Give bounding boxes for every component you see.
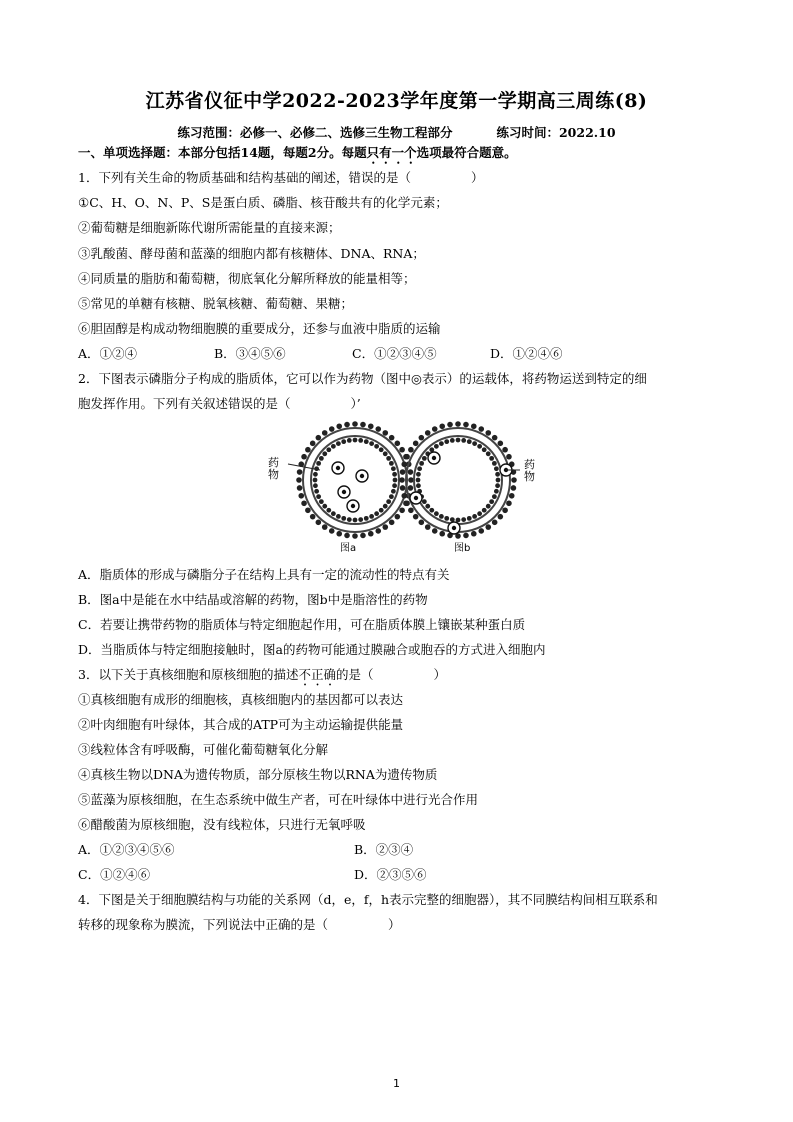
phospholipid-head [472, 441, 477, 446]
phospholipid-head [316, 461, 321, 466]
phospholipid-head [434, 511, 439, 516]
phospholipid-head [322, 524, 328, 530]
phospholipid-head [329, 528, 335, 534]
phospholipid-head [319, 499, 324, 504]
phospholipid-head [389, 520, 395, 526]
phospholipid-head [369, 514, 374, 519]
drug-label-left: 药物 [268, 456, 279, 481]
phospholipid-head [450, 517, 455, 522]
phospholipid-head [326, 447, 331, 452]
phospholipid-head [386, 499, 391, 504]
phospholipid-head [314, 489, 319, 494]
phospholipid-head [478, 426, 484, 432]
phospholipid-head [416, 472, 421, 477]
figure-label-b: 图b [454, 543, 471, 554]
phospholipid-head [482, 447, 487, 452]
phospholipid-head [344, 422, 350, 428]
phospholipid-head [336, 514, 341, 519]
q3-statement-5: ⑤蓝藻为原核细胞，在生态系统中做生产者，可在叶绿体中进行光合作用 [78, 792, 479, 807]
phospholipid-head [379, 447, 384, 452]
phospholipid-head [478, 528, 484, 534]
q3-stem: 3．以下关于真核细胞和原核细胞的描述不正确的是（ ） [78, 667, 447, 682]
phospholipid-head [417, 466, 422, 471]
phospholipid-head [400, 485, 406, 491]
phospholipid-head [322, 504, 327, 509]
phospholipid-head [495, 472, 500, 477]
q3-option-a[interactable]: A．①②③④⑤⑥ [78, 842, 175, 857]
phospholipid-head [429, 508, 434, 513]
phospholipid-head [313, 478, 318, 483]
q3-options-row1 [78, 840, 413, 858]
phospholipid-head [369, 441, 374, 446]
phospholipid-head [383, 451, 388, 456]
phospholipid-head [485, 430, 491, 436]
q4-stem-line1: 4．下图是关于细胞膜结构与功能的关系网（d，e，f，h表示完整的细胞器），其不同膜结构间相互联系和 [78, 892, 658, 907]
phospholipid-head [360, 422, 366, 428]
q3-statement-3: ③线粒体含有呼吸酶，可催化葡萄糖氧化分解 [78, 742, 329, 757]
phospholipid-head [399, 507, 405, 513]
phospholipid-head [509, 493, 515, 499]
q1-option-b[interactable]: B．③④⑤⑥ [214, 346, 286, 361]
phospholipid-head [489, 456, 494, 461]
phospholipid-head [485, 524, 491, 530]
phospholipid-head [395, 514, 401, 520]
phospholipid-head [382, 430, 388, 436]
q1-option-d[interactable]: D．①②④⑥ [490, 346, 563, 361]
phospholipid-head [463, 533, 469, 539]
phospholipid-head [296, 477, 302, 483]
phospholipid-head [353, 518, 358, 523]
phospholipid-head [495, 483, 500, 488]
phospholipid-head [413, 514, 419, 520]
q2-option-d[interactable]: D．当脂质体与特定细胞接触时，图a的药物可能通过膜融合或胞吞的方式进入细胞内 [78, 642, 546, 657]
phospholipid-head [331, 511, 336, 516]
phospholipid-head [455, 421, 461, 427]
phospholipid-head [416, 483, 421, 488]
phospholipid-head [467, 516, 472, 521]
phospholipid-head [347, 517, 352, 522]
phospholipid-head [498, 514, 504, 520]
phospholipid-head [298, 493, 304, 499]
q1-option-a[interactable]: A．①②④ [78, 346, 138, 361]
page-number: 1 [393, 1077, 400, 1090]
phospholipid-head [425, 430, 431, 436]
q1-statement-5: ⑤常见的单糖有核糖、脱氧核糖、葡萄糖、果糖； [78, 296, 354, 311]
phospholipid-head [379, 508, 384, 513]
phospholipid-head [432, 528, 438, 534]
phospholipid-head [386, 456, 391, 461]
phospholipid-head [496, 478, 501, 483]
phospholipid-head [310, 441, 316, 447]
phospholipid-head [447, 422, 453, 428]
phospholipid-head [399, 447, 405, 453]
phospholipid-head [408, 485, 414, 491]
phospholipid-head [399, 477, 405, 483]
q1-statement-6: ⑥胆固醇是构成动物细胞膜的重要成分，还参与血液中脂质的运输 [78, 321, 441, 336]
phospholipid-head [419, 520, 425, 526]
practice-time: 练习时间：2022.10 [496, 125, 616, 140]
phospholipid-head [392, 472, 397, 477]
phospholipid-head [477, 444, 482, 449]
phospholipid-head [389, 494, 394, 499]
phospholipid-head [322, 430, 328, 436]
q3-statement-1: ①真核细胞有成形的细胞核，真核细胞内的基因都可以表达 [78, 692, 404, 707]
phospholipid-head [364, 516, 369, 521]
q3-statement-2: ②叶肉细胞有叶绿体，其合成的ATP可为主动运输提供能量 [78, 717, 404, 732]
phospholipid-head [494, 489, 499, 494]
phospholipid-head [316, 520, 322, 526]
phospholipid-head [419, 461, 424, 466]
phospholipid-head [422, 456, 427, 461]
phospholipid-head [450, 438, 455, 443]
q3-option-d[interactable]: D．②③⑤⑥ [354, 867, 427, 882]
phospholipid-head [439, 531, 445, 537]
phospholipid-head [408, 447, 414, 453]
emphasis-text: 只有一个 [366, 145, 417, 160]
phospholipid-head [434, 444, 439, 449]
phospholipid-head [511, 477, 517, 483]
phospholipid-head [456, 518, 461, 523]
phospholipid-head [395, 441, 401, 447]
phospholipid-head [419, 435, 425, 441]
phospholipid-head [305, 447, 311, 453]
phospholipid-head [439, 441, 444, 446]
phospholipid-head [502, 447, 508, 453]
phospholipid-head [408, 507, 414, 513]
phospholipid-head [331, 444, 336, 449]
phospholipid-head [416, 478, 421, 483]
phospholipid-head [326, 508, 331, 513]
phospholipid-head [422, 499, 427, 504]
phospholipid-head [439, 423, 445, 429]
q2-stem-line1: 2．下图表示磷脂分子构成的脂质体，它可以作为药物（图中◎表示）的运载体，将药物运送到特定的细 [78, 371, 647, 386]
phospholipid-head [392, 483, 397, 488]
q2-stem-line2: 胞发挥作用。下列有关叙述错误的是（ ）’ [78, 396, 361, 411]
q3-options-row2 [78, 865, 427, 883]
phospholipid-head [456, 438, 461, 443]
q4-stem-line2: 转移的现象称为膜流，下列说法中正确的是（ ） [78, 917, 401, 932]
phospholipid-head [413, 441, 419, 447]
phospholipid-head [313, 472, 318, 477]
phospholipid-head [352, 421, 358, 427]
phospholipid-head [401, 461, 407, 467]
liposome-a [296, 421, 414, 539]
q2-option-a[interactable]: A．脂质体的形成与磷脂分子在结构上具有一定的流动性的特点有关 [78, 567, 450, 582]
q3-statement-6: ⑥醋酸菌为原核细胞，没有线粒体，只进行无氧呼吸 [78, 817, 366, 832]
liposome-figure [258, 418, 558, 556]
q1-statement-1: ①C、H、O、N、P、S是蛋白质、磷脂、核苷酸共有的化学元素； [78, 195, 448, 210]
phospholipid-head [425, 524, 431, 530]
exam-subtitle [0, 123, 793, 141]
phospholipid-head [301, 454, 307, 460]
phospholipid-head [364, 439, 369, 444]
phospholipid-head [472, 514, 477, 519]
emphasis-text: 不正确 [298, 667, 336, 682]
phospholipid-head [471, 423, 477, 429]
phospholipid-head [360, 533, 366, 539]
liposome-b [399, 421, 517, 539]
q1-statement-2: ②葡萄糖是细胞新陈代谢所需能量的直接来源； [78, 220, 341, 235]
phospholipid-head [319, 456, 324, 461]
q3-statement-4: ④真核生物以DNA为遗传物质，部分原核生物以RNA为遗传物质 [78, 767, 438, 782]
phospholipid-head [492, 494, 497, 499]
phospholipid-head [336, 423, 342, 429]
phospholipid-head [432, 426, 438, 432]
phospholipid-head [353, 438, 358, 443]
phospholipid-head [492, 435, 498, 441]
phospholipid-head [489, 499, 494, 504]
phospholipid-head [502, 507, 508, 513]
q2-option-c[interactable]: C．若要让携带药物的脂质体与特定细胞起作用，可在脂质体膜上镶嵌某种蛋白质 [78, 617, 526, 632]
drug-label-right: 药物 [524, 458, 535, 483]
phospholipid-head [486, 504, 491, 509]
phospholipid-head [391, 466, 396, 471]
phospholipid-head [400, 469, 406, 475]
practice-scope: 练习范围：必修一、必修二、选修三生物工程部分 [177, 125, 453, 140]
phospholipid-head [389, 435, 395, 441]
section-heading: 一、单项选择题：本部分包括14题，每题2分。每题只有一个选项最符合题意。 [78, 145, 517, 160]
figure-label-a: 图a [340, 543, 357, 554]
phospholipid-head [368, 531, 374, 537]
phospholipid-head [482, 508, 487, 513]
phospholipid-head [322, 451, 327, 456]
phospholipid-head [358, 438, 363, 443]
q3-option-b[interactable]: B．②③④ [354, 842, 414, 857]
phospholipid-head [467, 439, 472, 444]
phospholipid-head [511, 485, 517, 491]
q1-options [78, 344, 563, 362]
phospholipid-head [316, 494, 321, 499]
q1-option-c[interactable]: C．①②③④⑤ [352, 346, 437, 361]
phospholipid-head [393, 478, 398, 483]
phospholipid-head [444, 516, 449, 521]
phospholipid-head [341, 439, 346, 444]
phospholipid-head [375, 528, 381, 534]
phospholipid-head [344, 533, 350, 539]
phospholipid-head [382, 524, 388, 530]
phospholipid-head [383, 504, 388, 509]
page-title: 江苏省仪征中学2022-2023学年度第一学期高三周练(8) [145, 90, 648, 112]
phospholipid-head [463, 422, 469, 428]
phospholipid-head [297, 485, 303, 491]
phospholipid-head [425, 504, 430, 509]
phospholipid-head [301, 500, 307, 506]
phospholipid-head [477, 511, 482, 516]
phospholipid-head [329, 426, 335, 432]
phospholipid-head [404, 454, 410, 460]
q1-stem: 1．下列有关生命的物质基础和结构基础的阐述，错误的是（ ） [78, 170, 484, 185]
phospholipid-head [297, 469, 303, 475]
q3-option-c[interactable]: C．①②④⑥ [78, 867, 151, 882]
phospholipid-head [391, 489, 396, 494]
q2-option-b[interactable]: B．图a中是能在水中结晶或溶解的药物，图b中是脂溶性的药物 [78, 592, 428, 607]
q1-statement-4: ④同质量的脂肪和葡萄糖，彻底氧化分解所释放的能量相等； [78, 271, 416, 286]
phospholipid-head [313, 483, 318, 488]
phospholipid-head [374, 511, 379, 516]
phospholipid-head [374, 444, 379, 449]
phospholipid-head [404, 500, 410, 506]
phospholipid-head [341, 516, 346, 521]
phospholipid-head [352, 533, 358, 539]
phospholipid-head [336, 441, 341, 446]
phospholipid-head [492, 520, 498, 526]
phospholipid-head [498, 441, 504, 447]
phospholipid-head [471, 531, 477, 537]
phospholipid-head [347, 438, 352, 443]
phospholipid-head [401, 493, 407, 499]
phospholipid-head [389, 461, 394, 466]
phospholipid-head [494, 466, 499, 471]
phospholipid-head [316, 435, 322, 441]
phospholipid-head [492, 461, 497, 466]
phospholipid-head [408, 469, 414, 475]
phospholipid-head [461, 438, 466, 443]
q1-statement-3: ③乳酸菌、酵母菌和蓝藻的细胞内都有核糖体、DNA、RNA； [78, 246, 425, 261]
phospholipid-head [408, 477, 414, 483]
phospholipid-head [368, 423, 374, 429]
phospholipid-head [461, 517, 466, 522]
phospholipid-head [358, 517, 363, 522]
phospholipid-head [506, 454, 512, 460]
phospholipid-head [336, 531, 342, 537]
phospholipid-head [375, 426, 381, 432]
phospholipid-head [506, 500, 512, 506]
liposome-diagram [258, 418, 558, 556]
phospholipid-head [444, 439, 449, 444]
phospholipid-head [305, 507, 311, 513]
phospholipid-head [486, 451, 491, 456]
phospholipid-head [439, 514, 444, 519]
phospholipid-head [310, 514, 316, 520]
